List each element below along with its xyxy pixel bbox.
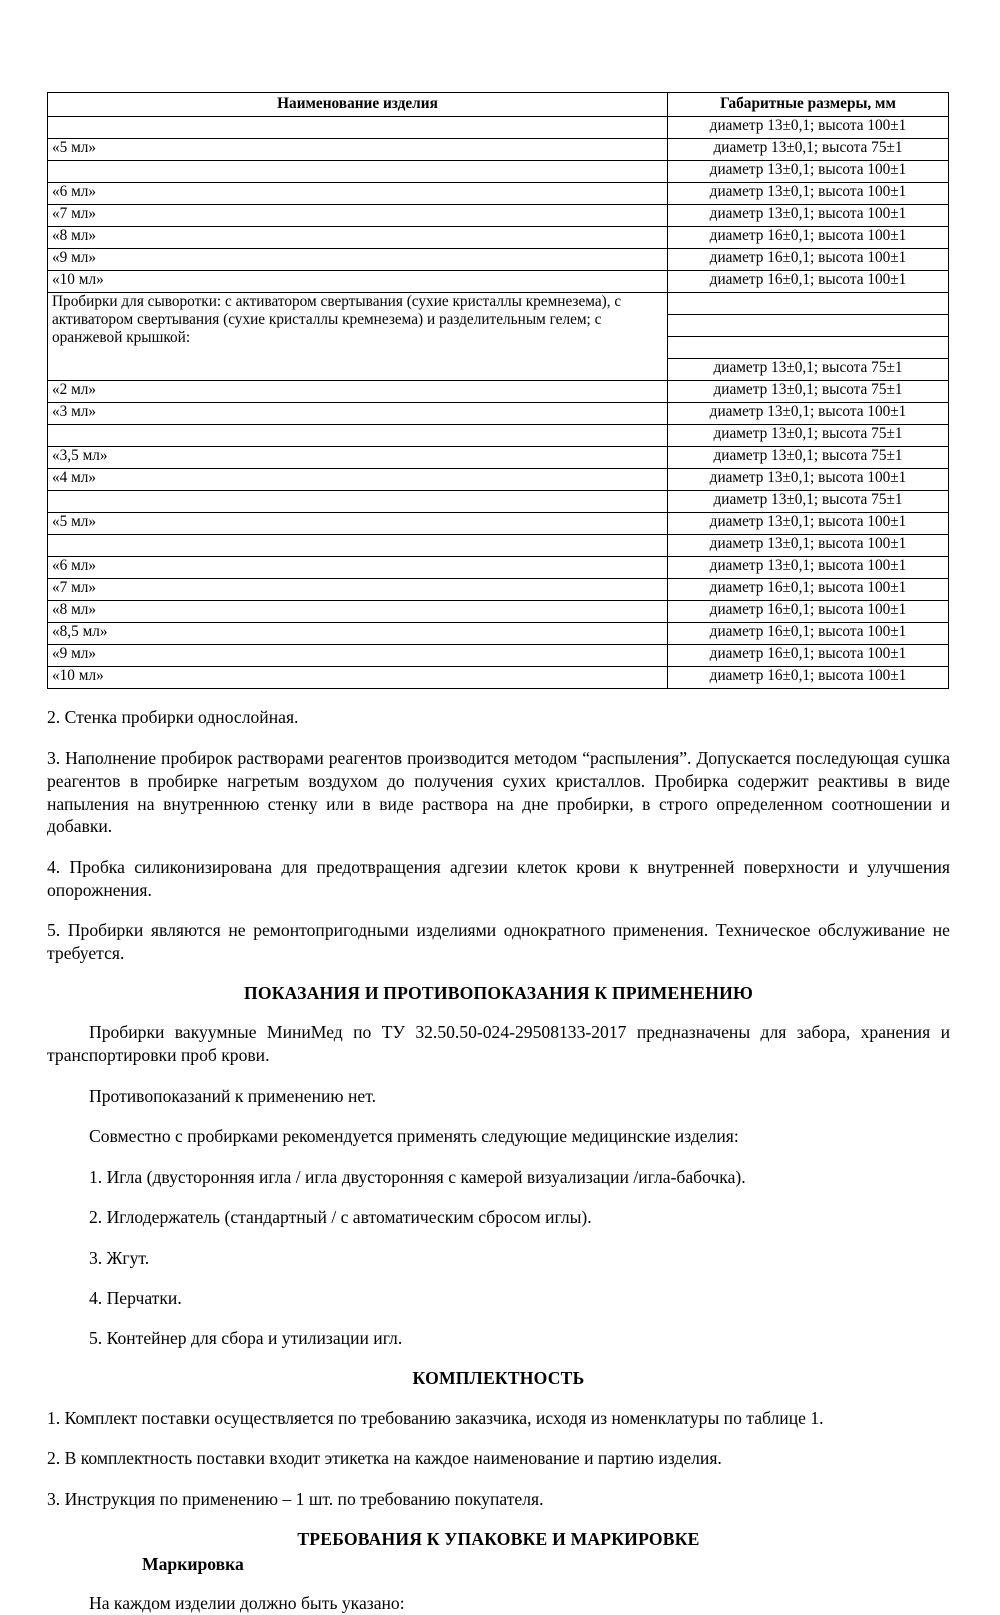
table-row <box>48 138 949 160</box>
cell-dimensions: диаметр 13±0,1; высота 100±1 <box>668 116 949 138</box>
cell-product-name: «3 мл» <box>48 402 668 424</box>
table-row <box>48 666 949 688</box>
specification-table <box>47 92 949 689</box>
cell-product-name: «4 мл» <box>48 468 668 490</box>
cell-dimensions: диаметр 13±0,1; высота 100±1 <box>668 160 949 182</box>
cell-dimensions: диаметр 16±0,1; высота 100±1 <box>668 226 949 248</box>
cell-product-name: «9 мл» <box>48 248 668 270</box>
table-row <box>48 534 949 556</box>
section-paragraph: На каждом изделии должно быть указано: <box>89 1593 405 1614</box>
table-row <box>48 446 949 468</box>
cell-product-name: «9 мл» <box>48 644 668 666</box>
table-row <box>48 424 949 446</box>
section-subheading: Маркировка <box>142 1553 244 1574</box>
cell-product-name: «10 мл» <box>48 270 668 292</box>
cell-product-name: «3,5 мл» <box>48 446 668 468</box>
cell-product-name <box>48 424 668 446</box>
cell-dimensions-empty <box>668 336 949 358</box>
cell-product-name: «5 мл» <box>48 512 668 534</box>
table-row <box>48 270 949 292</box>
cell-dimensions: диаметр 13±0,1; высота 75±1 <box>668 380 949 402</box>
list-item: 5. Контейнер для сбора и утилизации игл. <box>89 1328 403 1349</box>
cell-dimensions: диаметр 16±0,1; высота 100±1 <box>668 666 949 688</box>
cell-dimensions: диаметр 13±0,1; высота 100±1 <box>668 556 949 578</box>
cell-dimensions: диаметр 13±0,1; высота 75±1 <box>668 424 949 446</box>
table-row <box>48 600 949 622</box>
cell-dimensions: диаметр 16±0,1; высота 100±1 <box>668 248 949 270</box>
table-row <box>48 490 949 512</box>
section-indications <box>47 983 950 1350</box>
cell-dimensions: диаметр 13±0,1; высота 100±1 <box>668 182 949 204</box>
table-row <box>48 248 949 270</box>
cell-product-name: «2 мл» <box>48 380 668 402</box>
cell-dimensions: диаметр 16±0,1; высота 100±1 <box>668 270 949 292</box>
section-paragraph: Противопоказаний к применению нет. <box>89 1085 376 1106</box>
cell-product-name: «8 мл» <box>48 226 668 248</box>
column-header-dimensions: Габаритные размеры, мм <box>668 93 949 117</box>
column-header-name: Наименование изделия <box>48 93 668 117</box>
section-paragraph: Пробирки вакуумные МиниМед по ТУ 32.50.50-024-29508133-2017 предназначены для забора, хранения и транспортировки проб крови. <box>47 1022 950 1066</box>
table-row <box>48 402 949 424</box>
list-item: 2. Иглодержатель (стандартный / с автоматическим сбросом иглы). <box>89 1207 592 1228</box>
cell-section-description: Пробирки для сыворотки: с активатором свертывания (сухие кристаллы кремнезема), с активатором свертывания (сухие кристаллы кремнезема) и разделительным гелем; с оранжевой крышкой: <box>48 292 668 380</box>
cell-dimensions: диаметр 16±0,1; высота 100±1 <box>668 622 949 644</box>
cell-product-name: «7 мл» <box>48 578 668 600</box>
table-section-row <box>48 292 949 314</box>
table-row <box>48 226 949 248</box>
cell-product-name <box>48 160 668 182</box>
cell-dimensions: диаметр 13±0,1; высота 100±1 <box>668 204 949 226</box>
cell-dimensions-empty <box>668 314 949 336</box>
list-item: 1. Игла (двусторонняя игла / игла двусторонняя с камерой визуализации /игла-бабочка). <box>89 1166 746 1187</box>
cell-product-name: «7 мл» <box>48 204 668 226</box>
cell-product-name <box>48 534 668 556</box>
cell-product-name: «6 мл» <box>48 182 668 204</box>
cell-dimensions: диаметр 13±0,1; высота 75±1 <box>668 446 949 468</box>
cell-dimensions: диаметр 13±0,1; высота 100±1 <box>668 468 949 490</box>
section-paragraph: 2. В комплектность поставки входит этикетка на каждое наименование и партию изделия. <box>47 1448 722 1469</box>
section-paragraph: 1. Комплект поставки осуществляется по требованию заказчика, исходя из номенклатуры по таблице 1. <box>47 1407 824 1428</box>
cell-dimensions: диаметр 16±0,1; высота 100±1 <box>668 600 949 622</box>
cell-dimensions: диаметр 13±0,1; высота 75±1 <box>668 490 949 512</box>
table-row <box>48 644 949 666</box>
note-item: 4. Пробка силиконизирована для предотвращения адгезии клеток крови к внутренней поверхности и улучшения опорожнения. <box>47 856 950 900</box>
cell-product-name: «8,5 мл» <box>48 622 668 644</box>
note-item: 3. Наполнение пробирок растворами реагентов производится методом “распыления”. Допускается последующая сушка реагентов в пробирке нагретым воздухом до получения сухих кристаллов. Пробирка содержит реактивы в виде напыления на внутреннюю стенку или в виде раствора на дне пробирки, в строго определенном соотношении и добавки. <box>47 747 950 837</box>
cell-dimensions-empty <box>668 292 949 314</box>
list-item: 3. Жгут. <box>89 1247 150 1268</box>
cell-dimensions: диаметр 16±0,1; высота 100±1 <box>668 578 949 600</box>
table-row <box>48 622 949 644</box>
cell-product-name: «8 мл» <box>48 600 668 622</box>
cell-dimensions: диаметр 16±0,1; высота 100±1 <box>668 644 949 666</box>
cell-product-name <box>48 490 668 512</box>
table-row <box>48 380 949 402</box>
cell-product-name: «10 мл» <box>48 666 668 688</box>
notes-block <box>47 706 950 965</box>
section-heading: ПОКАЗАНИЯ И ПРОТИВОПОКАЗАНИЯ К ПРИМЕНЕНИЮ <box>243 982 754 1003</box>
table-row <box>48 204 949 226</box>
cell-product-name: «5 мл» <box>48 138 668 160</box>
cell-dimensions: диаметр 13±0,1; высота 75±1 <box>668 358 949 380</box>
section-completeness <box>47 1368 950 1510</box>
table-row <box>48 556 949 578</box>
list-item: 4. Перчатки. <box>89 1288 182 1309</box>
table-header-row <box>48 93 949 117</box>
cell-product-name <box>48 116 668 138</box>
section-heading: КОМПЛЕКТНОСТЬ <box>412 1368 585 1389</box>
table-row <box>48 116 949 138</box>
section-paragraph: Совместно с пробирками рекомендуется применять следующие медицинские изделия: <box>89 1126 739 1147</box>
table-row <box>48 160 949 182</box>
cell-product-name: «6 мл» <box>48 556 668 578</box>
cell-dimensions: диаметр 13±0,1; высота 100±1 <box>668 534 949 556</box>
section-packaging <box>47 1529 950 1615</box>
note-item: 2. Стенка пробирки однослойная. <box>47 707 299 728</box>
section-heading: ТРЕБОВАНИЯ К УПАКОВКЕ И МАРКИРОВКЕ <box>297 1528 700 1549</box>
cell-dimensions: диаметр 13±0,1; высота 100±1 <box>668 402 949 424</box>
table-row <box>48 468 949 490</box>
section-paragraph: 3. Инструкция по применению – 1 шт. по требованию покупателя. <box>47 1488 544 1509</box>
table-row <box>48 512 949 534</box>
cell-dimensions: диаметр 13±0,1; высота 100±1 <box>668 512 949 534</box>
table-row <box>48 182 949 204</box>
note-item: 5. Пробирки являются не ремонтопригодными изделиями однократного применения. Техническое обслуживание не требуется. <box>47 920 950 963</box>
cell-dimensions: диаметр 13±0,1; высота 75±1 <box>668 138 949 160</box>
table-row <box>48 578 949 600</box>
